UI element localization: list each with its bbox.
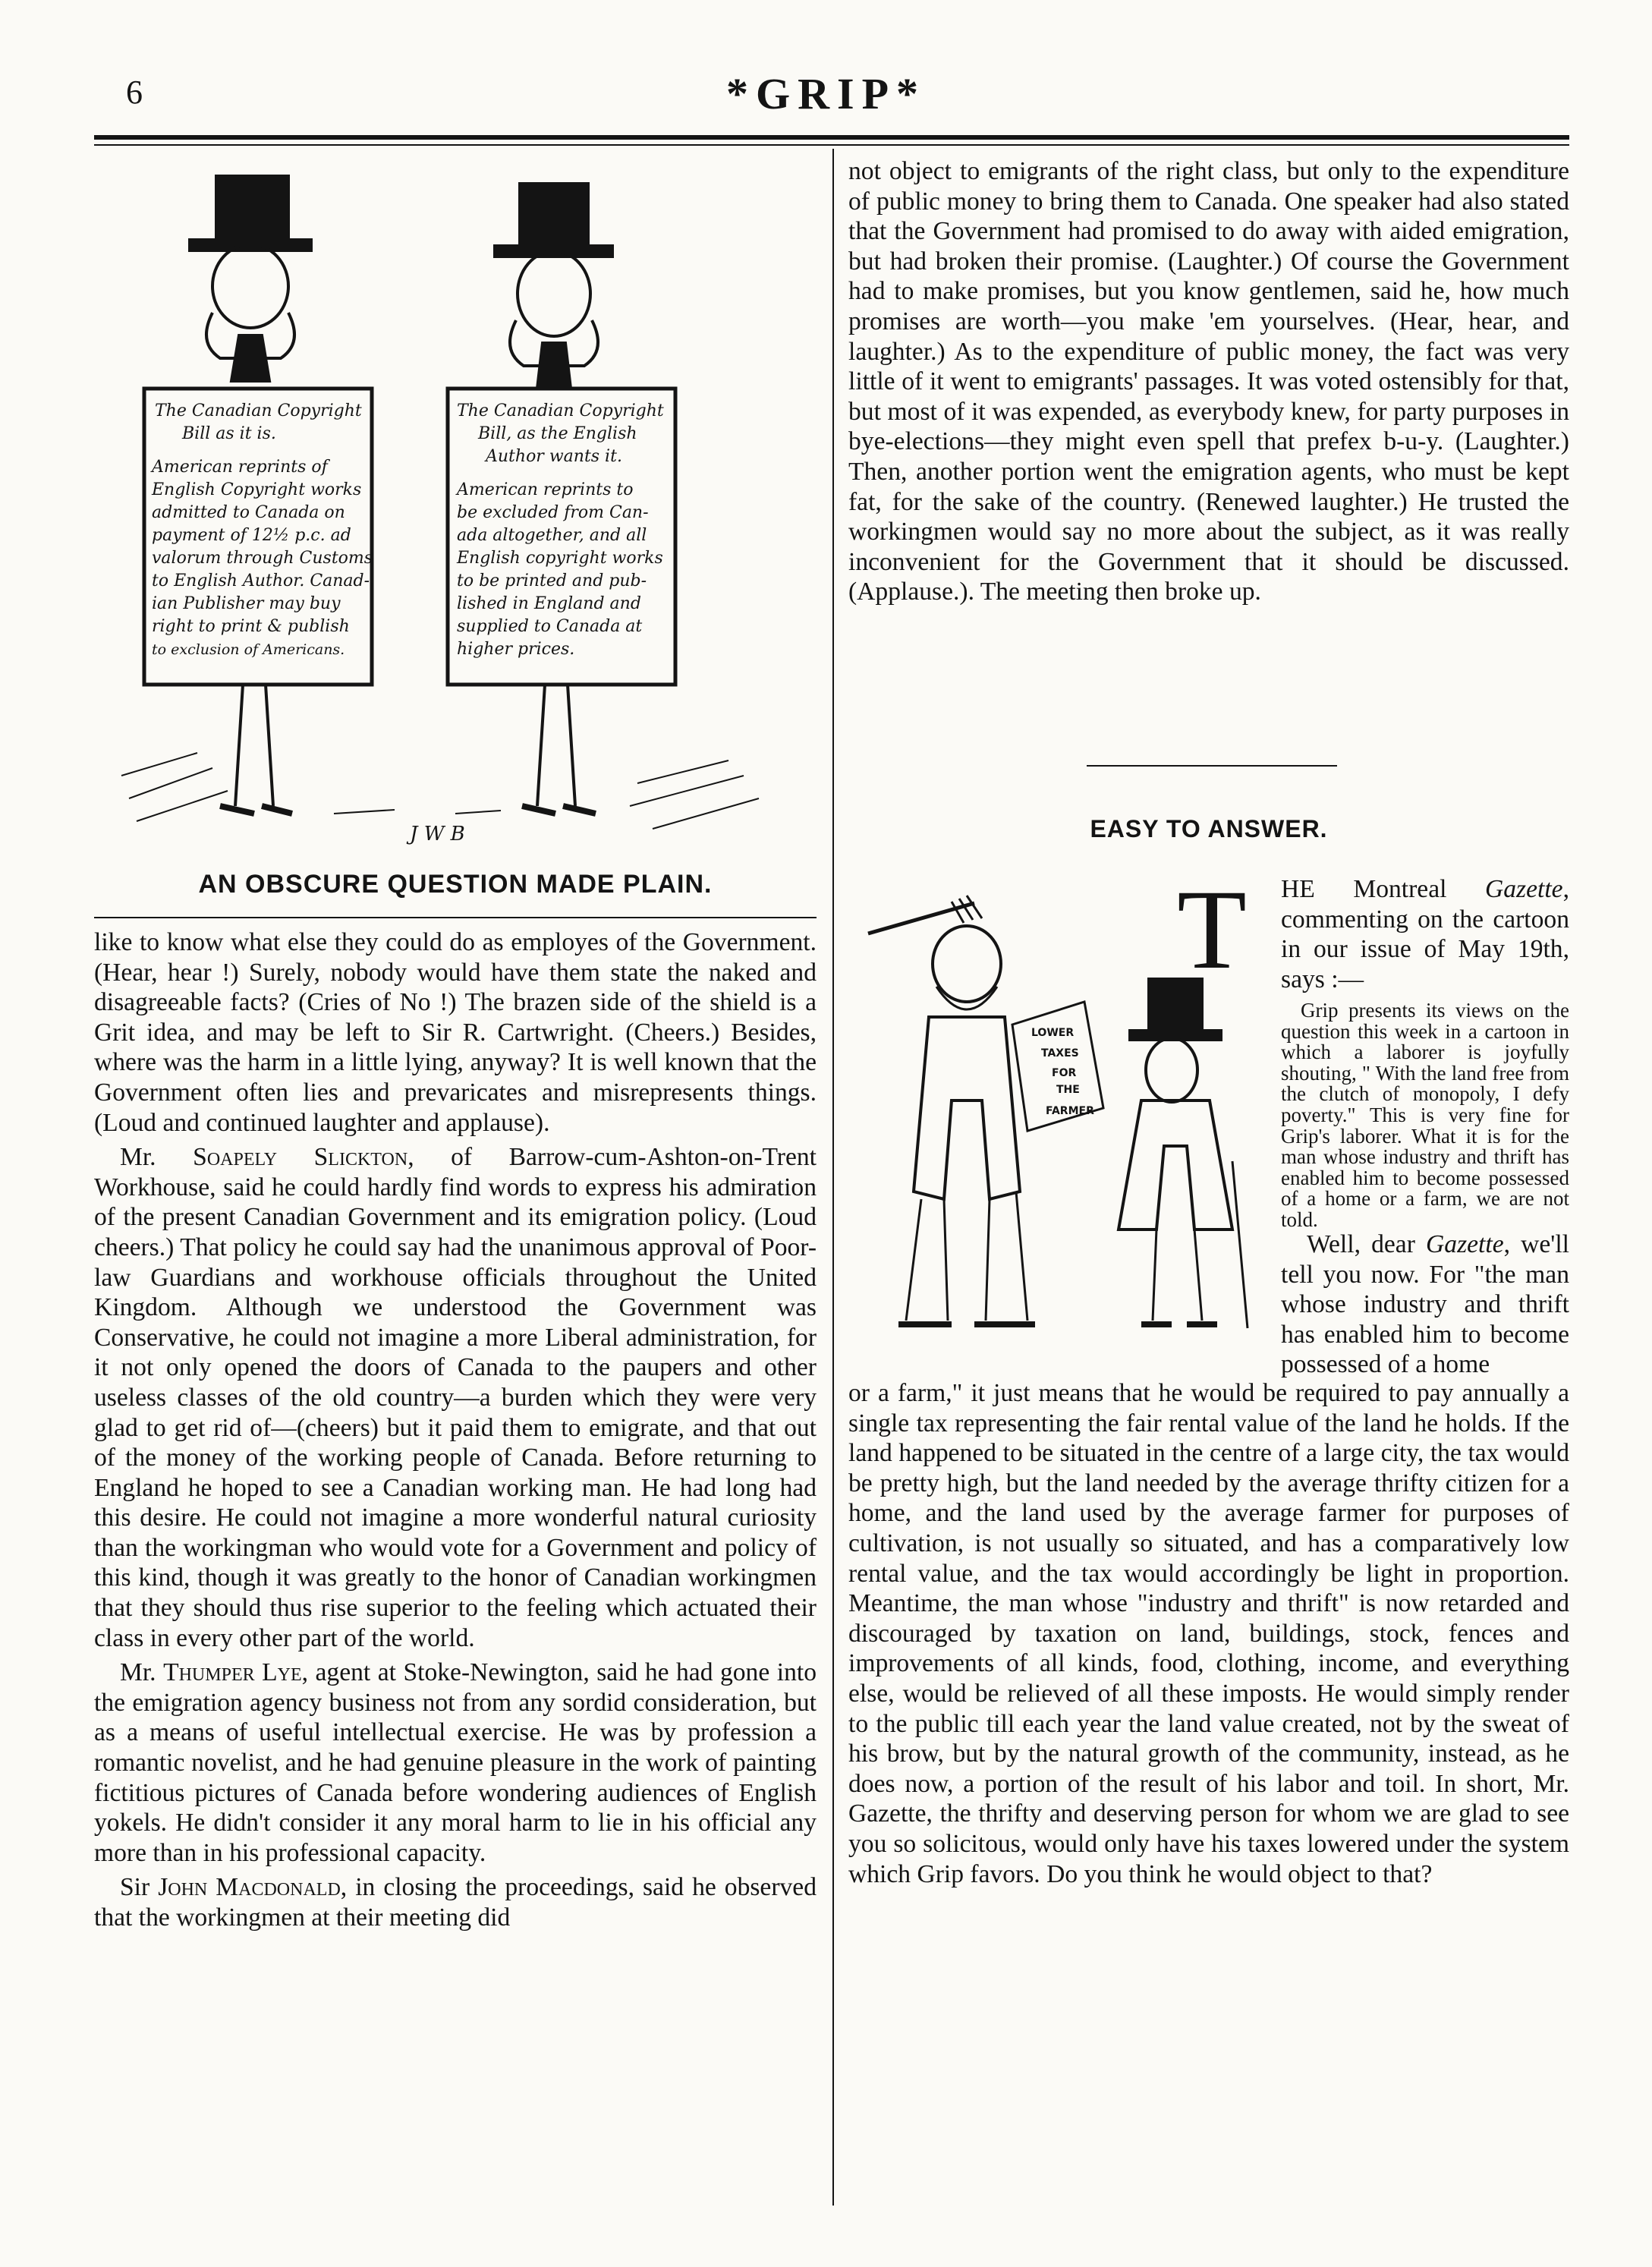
paragraph: [1281, 1230, 1569, 1380]
right-sign-line: ada altogether, and all: [457, 526, 647, 545]
paragraph: [94, 1142, 817, 1653]
left-sign-line: Bill as it is.: [182, 424, 276, 443]
column-separator: [832, 149, 834, 2206]
text: , commenting on the cartoon in our issue of May 19th, says :—: [1281, 875, 1569, 993]
left-sign-line: to exclusion of Americans.: [152, 641, 345, 658]
right-column-top-text: [848, 156, 1569, 607]
paragraph-text: , agent at Stoke-Newington, said he had gone into the emigration agency business not from any sordid consideration, but as a means of useful intellectual exercise. He was by profession a romantic novelist, and he had genuine pleasure in the work of painting fictitious pictures of Canada before wondering audiences of English yokels. He didn't consider it any moral harm to lie in his official any more than in his professional capacity.: [94, 1658, 817, 1867]
right-sign-line: supplied to Canada at: [457, 617, 643, 636]
text: Well, dear: [1307, 1230, 1427, 1258]
speaker-name: John Macdonald: [158, 1873, 341, 1902]
right-sign-line: The Canadian Copyright: [457, 401, 664, 420]
ground-hatching: [121, 753, 759, 829]
paragraph: or a farm," it just means that he would be required to pay annually a single tax representing the fair rental value of the land he holds. If the land happened to be situated in the centre of a large city, the tax would be pretty high, but the land needed by the average thrifty citizen for a home, and the land used by the average farmer for purposes of cultivation, is not usually so situated, and has a comparatively low rental value, and the tax would accordingly be light in proportion. Meantime, the man whose "industry and thrift" is now retarded and discouraged by taxation on land, buildings, stock, fences and improvements of all kinds, food, clothing, income, and everything else, would be relieved of all these imposts. He would simply render to the public till each year the land value created, not by the sweat of his brow, but by the natural growth of the community, instead, as he does now, a portion of the result of his labor and toil. In short, Mr. Gazette, the thrifty and deserving person for whom we are glad to see you so solicitous, would only have his taxes lowered under the system which Grip favors. Do you think he would object to that?: [848, 1379, 1569, 1888]
newspaper-text: LOWER: [1031, 1027, 1075, 1039]
header-rule-thick: [94, 135, 1569, 140]
speaker-name: Thumper Lye: [163, 1658, 302, 1687]
section-separator: [1087, 765, 1337, 767]
page-number: 6: [126, 74, 143, 111]
newspaper-text: FOR: [1052, 1067, 1077, 1079]
intro-text: [1281, 874, 1569, 994]
left-sign-line: to English Author. Canad-: [152, 571, 370, 590]
speaker-prefix: Sir: [120, 1873, 150, 1902]
left-column-text: [94, 927, 817, 1933]
paragraph-text: , in closing the proceedings, said he observed that the workingmen at their meeting did: [94, 1873, 817, 1932]
right-sign-line: higher prices.: [457, 640, 575, 659]
paragraph: [1281, 874, 1569, 994]
paragraph: Grip presents its views on the question this week in a cartoon in which a laborer is joyfully shouting, " With the land free from the clutch of monopoly, I defy poverty." This is very fine for Grip's laborer. What it is for the man whose industry and thrift has enabled him to become possessed of a home or a farm, we are not told.: [1281, 999, 1569, 1231]
right-column-bottom-text: [848, 1378, 1569, 1889]
header-rule-thin: [94, 144, 1569, 146]
right-sign-line: be excluded from Can-: [457, 503, 649, 522]
cartoon-copyright-bill: [106, 161, 804, 867]
right-sign-line: Bill, as the English: [478, 424, 637, 443]
publication-name: Gazette: [1485, 875, 1563, 903]
paragraph: not object to emigrants of the right class, but only to the expenditure of public money to bring them to Canada. One speaker had also stated that the Government had promised to do away with aided emigration, but had broken their promise. (Laughter.) Of course the Government had to make promises, but you know gentlemen, said he, how much promises are worth—you make 'em yourselves. (Hear, hear, and laughter.) As to the expenditure of public money, the fact was very little of it went to emigrants' passages. It was voted ostensibly for that, but most of it was expended, as everybody knew, for party purposes in bye-elections—they might even spell that prefex b-u-y. (Laughter.) Then, another portion went the emigration agents, who must be kept fat, for the sake of the country. (Renewed laughter.) He trusted the workingmen would say no more about the subject, as it was really inconvenient for the Government that it should be discussed. (Applause.). The meeting then broke up.: [848, 157, 1569, 606]
paragraph: like to know what else they could do as employes of the Government. (Hear, hear !) Surely, nobody would have them state the naked and disagreeable facts? (Cries of No !) The brazen side of the shield is a Grit idea, and may be left to Sir R. Cartwright. (Cheers.) Besides, where was the harm in a little lying, anyway? It is well known that the Government often lies and prevaricates and misrepresents things. (Loud and continued laughter and applause).: [94, 928, 817, 1137]
drop-cap: T: [1177, 867, 1247, 993]
newspaper-text: TAXES: [1041, 1047, 1079, 1060]
text: HE Montreal: [1281, 875, 1486, 903]
left-sign-line: right to print & publish: [152, 617, 350, 636]
right-sign-line: Author wants it.: [486, 447, 622, 466]
right-sign-line: lished in England and: [457, 594, 641, 613]
speaker-name: Soapely Slickton: [193, 1143, 408, 1172]
left-sign-line: The Canadian Copyright: [155, 401, 362, 420]
cartoon-signature: J W B: [410, 823, 465, 845]
left-sign-line: English Copyright works: [152, 480, 362, 499]
left-sign-line: admitted to Canada on: [152, 503, 345, 522]
masthead: *GRIP*: [726, 69, 926, 118]
left-sign-line: valorum through Customs: [152, 549, 373, 568]
caption-rule: [94, 917, 817, 918]
paragraph: [94, 1658, 817, 1868]
publication-name: Gazette: [1426, 1230, 1504, 1258]
quoted-passage: [1281, 1000, 1569, 1231]
speaker-prefix: Mr.: [120, 1143, 156, 1172]
speaker-prefix: Mr.: [120, 1658, 156, 1687]
gentleman-head: [1146, 1038, 1197, 1102]
right-sign-line: American reprints to: [457, 480, 634, 499]
right-sign-line: to be printed and pub-: [457, 571, 647, 590]
left-sign-line: payment of 12½ p.c. ad: [152, 526, 351, 545]
rake-illustration: [868, 903, 974, 934]
left-sign-line: American reprints of: [152, 458, 328, 477]
paragraph: [94, 1872, 817, 1932]
cartoon-caption: AN OBSCURE QUESTION MADE PLAIN.: [198, 870, 713, 899]
left-sign-line: ian Publisher may buy: [152, 594, 341, 613]
newspaper-text: FARMER: [1046, 1105, 1094, 1117]
right-sign-line: English copyright works: [457, 549, 663, 568]
farmer-head: [933, 926, 1001, 1002]
text: , we'll tell you now. For "the man whose industry and thrift has enabled him to become possessed of a home: [1281, 1230, 1570, 1379]
reply-text: [1281, 1230, 1569, 1380]
paragraph-text: , of Barrow-cum-Ashton-on-Trent Workhouse, said he could hardly find words to express his admiration of the present Canadian Government and its emigration policy. (Loud cheers.) That policy he could say had the unanimous approval of Poor-law Guardians and workhouse officials throughout the United Kingdom. Although we understood the Government was Conservative, he could not imagine a more Liberal administration, for it not only opened the doors of Canada to the paupers and other useless classes of the old country—a burden which they were very glad to get rid of—(cheers) but it paid them to emigrate, and that out of the money of the working people of Canada. Before returning to England he hoped to see a Canadian working man. He had long had this desire. He could not imagine a more wonderful natural curiosity than the workingman who would vote for a Government and policy of this kind, though it was greatly to the honor of Canadian workingmen that they should thus rise superior to the feeling which actuated their class in every other part of the world.: [94, 1143, 817, 1652]
section-heading: EASY TO ANSWER.: [1090, 815, 1328, 842]
newspaper-text: THE: [1056, 1084, 1080, 1096]
